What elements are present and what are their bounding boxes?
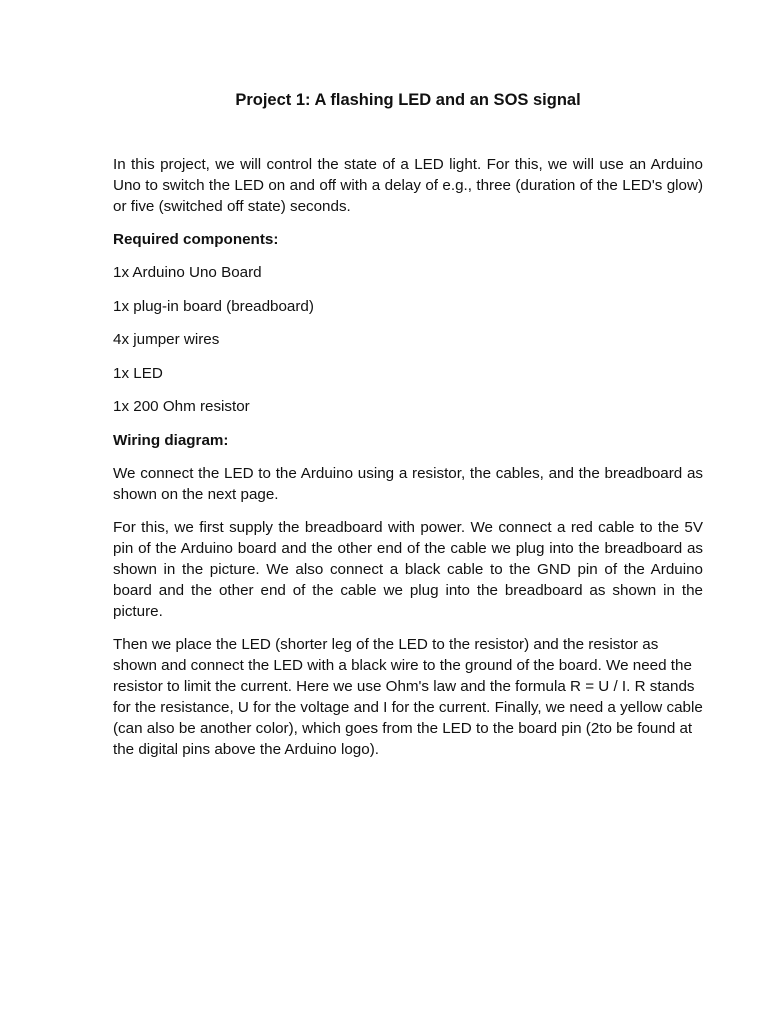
component-item: 1x plug-in board (breadboard): [113, 297, 314, 315]
components-list: [113, 262, 703, 417]
page-title: Project 1: A flashing LED and an SOS signal: [235, 91, 581, 109]
wiring-heading: Wiring diagram:: [113, 431, 229, 449]
wiring-paragraph: We connect the LED to the Arduino using a resistor, the cables, and the breadboard as shown on the next page.: [113, 464, 703, 503]
intro-paragraph: In this project, we will control the state of a LED light. For this, we will use an Arduino Uno to switch the LED on and off with a delay of e.g., three (duration of the LED's glow) or five (switched off state) seconds.: [113, 156, 703, 215]
component-item: 4x jumper wires: [113, 331, 220, 348]
component-item: 1x LED: [113, 364, 163, 382]
document-body: [113, 154, 703, 772]
component-item: 1x 200 Ohm resistor: [113, 398, 250, 415]
wiring-paragraph: For this, we first supply the breadboard with power. We connect a red cable to the 5V pin of the Arduino board and the other end of the cable we plug into the breadboard as shown in the picture. We also connect a black cable to the GND pin of the Arduino board and the other end of the cable we plug into the breadboard as shown in the picture.: [113, 518, 703, 620]
wiring-paragraph: Then we place the LED (shorter leg of the LED to the resistor) and the resistor as shown and connect the LED with a black wire to the ground of the board. We need the resistor to limit the current. Here we use Ohm's law and the formula R = U / I. R stands for the resistance, U for the voltage and I for the current. Finally, we need a yellow cable (can also be another color), which goes from the LED to the board pin (2to be found at the digital pins above the Arduino logo).: [113, 635, 703, 758]
component-item: 1x Arduino Uno Board: [113, 264, 262, 281]
components-heading: Required components:: [113, 231, 279, 248]
